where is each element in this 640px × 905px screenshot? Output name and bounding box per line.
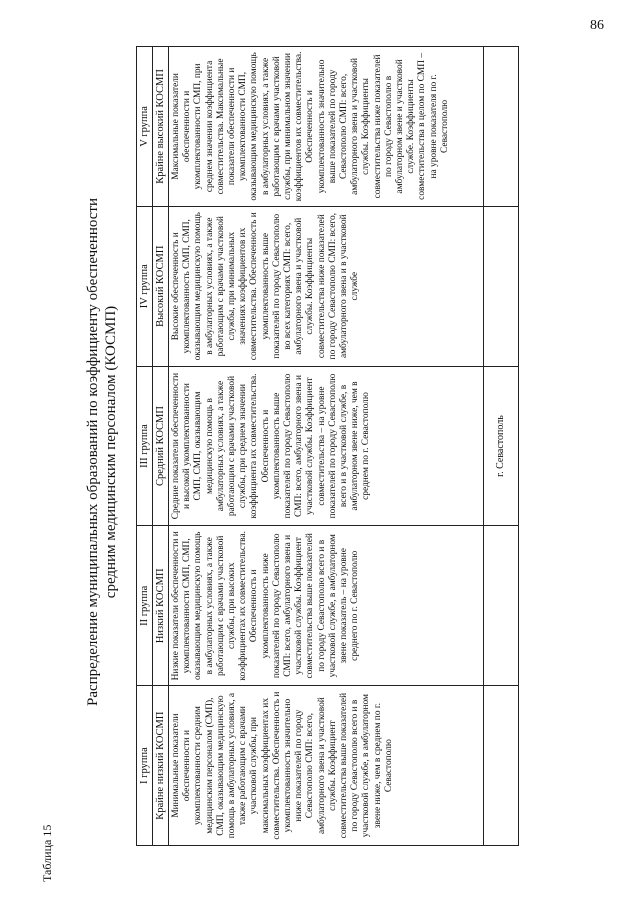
rotated-page-content [40,22,600,882]
page-number: 86 [590,18,604,33]
table-title [84,22,120,882]
group-header: III группа [137,366,153,526]
empty-cell [484,47,519,207]
empty-cell [484,686,519,846]
group-header: V группа [137,47,153,207]
city-row [484,47,519,846]
city-cell: г. Севастополь [484,366,519,526]
group-header: IV группа [137,206,153,366]
level-header-row [153,47,169,846]
level-header: Крайне низкий КОСМП [153,686,169,846]
level-header: Низкий КОСМП [153,526,169,686]
group-description: Высокие обеспеченность и укомплектованность СМП, СМП, оказывающим медицинскую помощь в амбулаторных условиях, а также работающим с врачами участковой службы, при минимальных значениях коэффициентов их совместительства. Обеспеченность и укомплектованность выше показателей по городу Севастополю во всех категориях СМП: всего, амбулаторного звена и участковой службы. Коэффициенты совместительства ниже показателей по городу Севастополю СМП: всего, амбулаторного звена и в участковой службе [169,206,484,366]
group-description: Минимальные показатели обеспеченности и укомплектованности средним медицинским персоналом (СМП), СМП, оказывающим медицинскую помощь в амбулаторных условиях, а также работающим с врачами участковой службы, при максимальных коэффициентах их совместительства. Обеспеченность и укомплектованность значительно ниже показателей по городу Севастополю СМП: всего, амбулаторного звена и участковой службы. Коэффициент совместительства выше показателей по городу Севастополю всего и в участковой службе, в амбулаторном звене ниже, чем в среднем по г. Севастополю [169,686,484,846]
table-title-line-1: Распределение муниципальных образований по коэффициенту обеспеченности [85,198,101,707]
group-header: II группа [137,526,153,686]
distribution-table [136,46,519,846]
group-header: I группа [137,686,153,846]
description-row [169,47,484,846]
level-header: Крайне высокий КОСМП [153,47,169,207]
level-header: Высокий КОСМП [153,206,169,366]
group-header-row [137,47,153,846]
group-description: Средние показатели обеспеченности и высокой укомплектованности СМП, СМП, оказывающим медицинскую помощь в амбулаторных условиях, а также работающим с врачами участковой службы, при среднем значении коэффициента их совместительства. Обеспеченность и укомплектованность выше показателей по городу Севастополю СМП: всего, амбулаторного звена и участковой службы. Коэффициент совместительства – на уровне показателей по городу Севастополю всего и в участковой службе, в амбулаторном звене ниже, чем в среднем по г. Севастополю [169,366,484,526]
table-title-line-2: средним медицинским персоналом (КОСМП) [103,305,119,599]
group-description: Максимальные показатели обеспеченности и укомплектованности СМП, при среднем значении коэффициента совместительства. Максимальные показатели обеспеченности и укомплектованности СМП, оказывающим медицинскую помощь в амбулаторных условиях, а также работающим с врачами участковой службы, при минимальном значении коэффициентов их совместительства. Обеспеченность и укомплектованность значительно выше показателей по городу Севастополю СМП: всего, амбулаторного звена и участковой службы. Коэффициенты совместительства ниже показателей по городу Севастополю в амбулаторном звене и участковой службе. Коэффициенты совместительства в целом по СМП – на уровне показателя по г. Севастополю [169,47,484,207]
group-description: Низкие показатели обеспеченности и укомплектованности СМП, СМП, оказывающим медицинскую помощь в амбулаторных условиях, а также работающим с врачами участковой службы, при высоких коэффициентах их совместительства. Обеспеченность и укомплектованность ниже показателей по городу Севастополю СМП: всего, амбулаторного звена и участковой службы. Коэффициент совместительства выше показателей по городу Севастополю всего и в участковой службе, в амбулаторном звене показатель – на уровне среднего по г. Севастополю [169,526,484,686]
table-label: Таблица 15 [40,824,54,882]
level-header: Средний КОСМП [153,366,169,526]
empty-cell [484,206,519,366]
empty-cell [484,526,519,686]
